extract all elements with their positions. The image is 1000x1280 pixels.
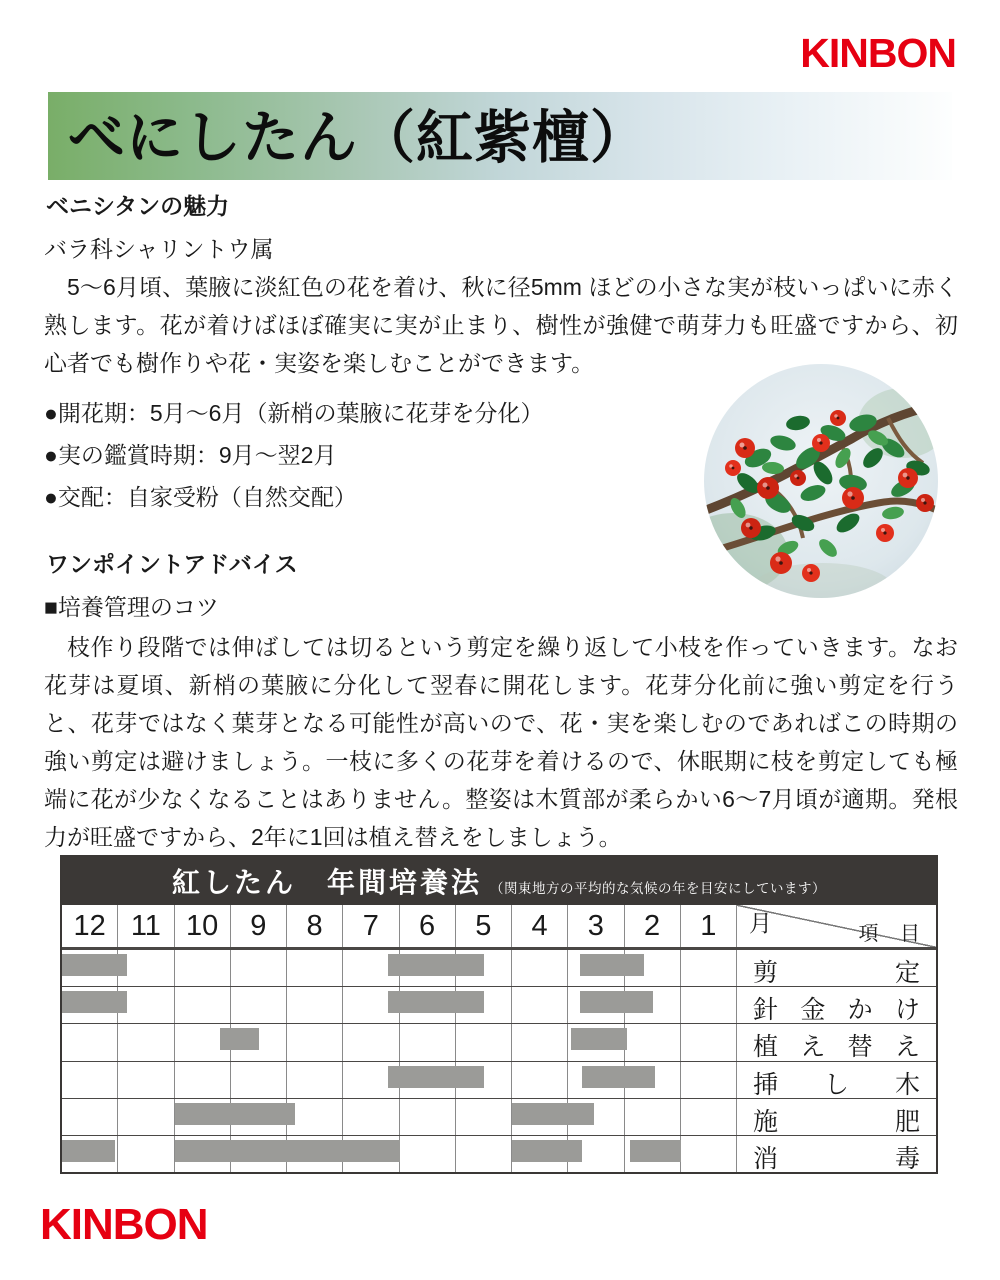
calendar-cell (400, 1136, 456, 1172)
month-cell: 10 (175, 905, 231, 947)
corner-cell (737, 905, 936, 947)
activity-bar (571, 1028, 627, 1050)
month-header-cells (62, 905, 737, 947)
calendar-cell (231, 987, 287, 1023)
calendar-cell (456, 1099, 512, 1135)
botanical-family: バラ科シャリントウ属 (44, 236, 274, 262)
activity-bar (580, 991, 653, 1013)
brand-logo-top: KINBON (800, 30, 956, 76)
calendar-cell (175, 950, 231, 986)
fact-pollination: ●交配：自家受粉（自然交配） (44, 484, 357, 510)
activity-bar (630, 1140, 681, 1162)
calendar-row (62, 986, 936, 1023)
activity-bar (62, 954, 127, 976)
calendar-header (62, 857, 936, 905)
month-cell: 3 (568, 905, 624, 947)
advice-section (44, 546, 958, 856)
calendar-cell (512, 1024, 568, 1060)
calendar-cell (343, 1099, 399, 1135)
calendar-cell (512, 1062, 568, 1098)
activity-bar (175, 1140, 400, 1162)
calendar-cell (681, 1062, 737, 1098)
calendar-title: 紅したん 年間培養法 (171, 866, 482, 899)
month-cell: 11 (118, 905, 174, 947)
calendar-cell (512, 987, 568, 1023)
intro-section (44, 188, 958, 382)
month-cell: 2 (625, 905, 681, 947)
activity-bar (582, 1066, 655, 1088)
calendar-row (62, 949, 936, 986)
calendar-cell (287, 1024, 343, 1060)
calendar-cell (118, 1024, 174, 1060)
activity-bar (388, 1066, 484, 1088)
row-label: 植え替え (753, 1033, 920, 1062)
calendar-cell (287, 1062, 343, 1098)
calendar-cell (287, 1099, 343, 1135)
calendar-cell (175, 1062, 231, 1098)
cultivation-calendar (60, 855, 938, 1174)
calendar-row (62, 1061, 936, 1098)
calendar-row (62, 1135, 936, 1172)
calendar-cell (118, 1136, 174, 1172)
fact-berry-period: ●実の鑑賞時期：9月〜翌2月 (44, 442, 337, 468)
calendar-cell (287, 950, 343, 986)
calendar-cell (681, 1136, 737, 1172)
facts-section (44, 392, 704, 518)
page-title: べにしたん（紅紫檀） (68, 104, 648, 171)
calendar-cell (512, 950, 568, 986)
month-cell: 8 (287, 905, 343, 947)
calendar-row (62, 1023, 936, 1060)
month-cell: 9 (231, 905, 287, 947)
brand-logo-bottom: KINBON (40, 1200, 208, 1249)
row-label: 針金かけ (753, 996, 920, 1025)
intro-heading: ベニシタンの魅力 (46, 193, 230, 219)
activity-bar (512, 1103, 594, 1125)
fact-bloom-period: ●開花期：5月〜6月（新梢の葉腋に花芽を分化） (44, 400, 544, 426)
activity-bar (388, 954, 484, 976)
intro-paragraph: 5〜6月頃、葉腋に淡紅色の花を着け、秋に径5mm ほどの小さな実が枝いっぱいに赤く熟します。花が着けばほぼ確実に実が止まり、樹性が強健で萌芽力も旺盛ですから、初心者でも樹作りや花・実姿を楽しむことができます。 (44, 274, 958, 376)
advice-heading: ワンポイントアドバイス (46, 551, 298, 577)
calendar-cell (118, 950, 174, 986)
row-label: 挿し木 (753, 1070, 920, 1099)
activity-bar (175, 1103, 296, 1125)
month-cell: 6 (400, 905, 456, 947)
calendar-cell (400, 1099, 456, 1135)
calendar-cell (681, 1024, 737, 1060)
corner-item-label: 項 目 (858, 923, 928, 945)
corner-month-label: 月 (749, 910, 772, 936)
activity-bar (580, 954, 645, 976)
calendar-cell (625, 1099, 681, 1135)
calendar-cell (118, 1099, 174, 1135)
calendar-cell (62, 1024, 118, 1060)
calendar-cell (118, 987, 174, 1023)
calendar-cell (681, 950, 737, 986)
month-cell: 1 (681, 905, 737, 947)
calendar-cell (175, 987, 231, 1023)
month-cell: 7 (343, 905, 399, 947)
advice-subheading: ■培養管理のコツ (44, 594, 219, 620)
title-banner (48, 92, 952, 180)
calendar-cell (62, 1099, 118, 1135)
month-cell: 4 (512, 905, 568, 947)
row-label: 施肥 (753, 1107, 920, 1136)
activity-bar (62, 991, 127, 1013)
month-header-row (62, 905, 936, 949)
month-cell: 5 (456, 905, 512, 947)
advice-paragraph: 枝作り段階では伸ばしては切るという剪定を繰り返して小枝を作っていきます。なお花芽は夏頃、新梢の葉腋に分化して翌春に開花します。花芽分化前に強い剪定を行うと、花芽ではなく葉芽となる可能性が高いので、花・実を楽しむのであればこの時期の強い剪定は避けましょう。一枝に多くの花芽を着けるので、休眠期に枝を剪定しても極端に花が少なくなることはありません。整姿は木質部が柔らかい6〜7月頃が適期。発根力が旺盛ですから、2年に1回は植え替えをしましょう。 (44, 634, 958, 850)
calendar-cell (62, 1062, 118, 1098)
row-label: 剪定 (753, 959, 920, 987)
row-label: 消毒 (753, 1144, 920, 1173)
calendar-cell (231, 950, 287, 986)
calendar-cell (118, 1062, 174, 1098)
facts-list (44, 392, 704, 518)
calendar-cell (400, 1024, 456, 1060)
calendar-cell (456, 1136, 512, 1172)
calendar-cell (456, 1024, 512, 1060)
activity-bar (220, 1028, 259, 1050)
calendar-subtitle: （関東地方の平均的な気候の年を目安にしています） (490, 881, 826, 896)
activity-bar (388, 991, 484, 1013)
calendar-cell (681, 987, 737, 1023)
calendar-cell (343, 1024, 399, 1060)
calendar-cell (287, 987, 343, 1023)
month-cell: 12 (62, 905, 118, 947)
calendar-cell (625, 1024, 681, 1060)
calendar-cell (231, 1062, 287, 1098)
activity-bar (62, 1140, 115, 1162)
activity-bar (512, 1140, 582, 1162)
calendar-rows (62, 949, 936, 1172)
calendar-cell (681, 1099, 737, 1135)
calendar-row (62, 1098, 936, 1135)
